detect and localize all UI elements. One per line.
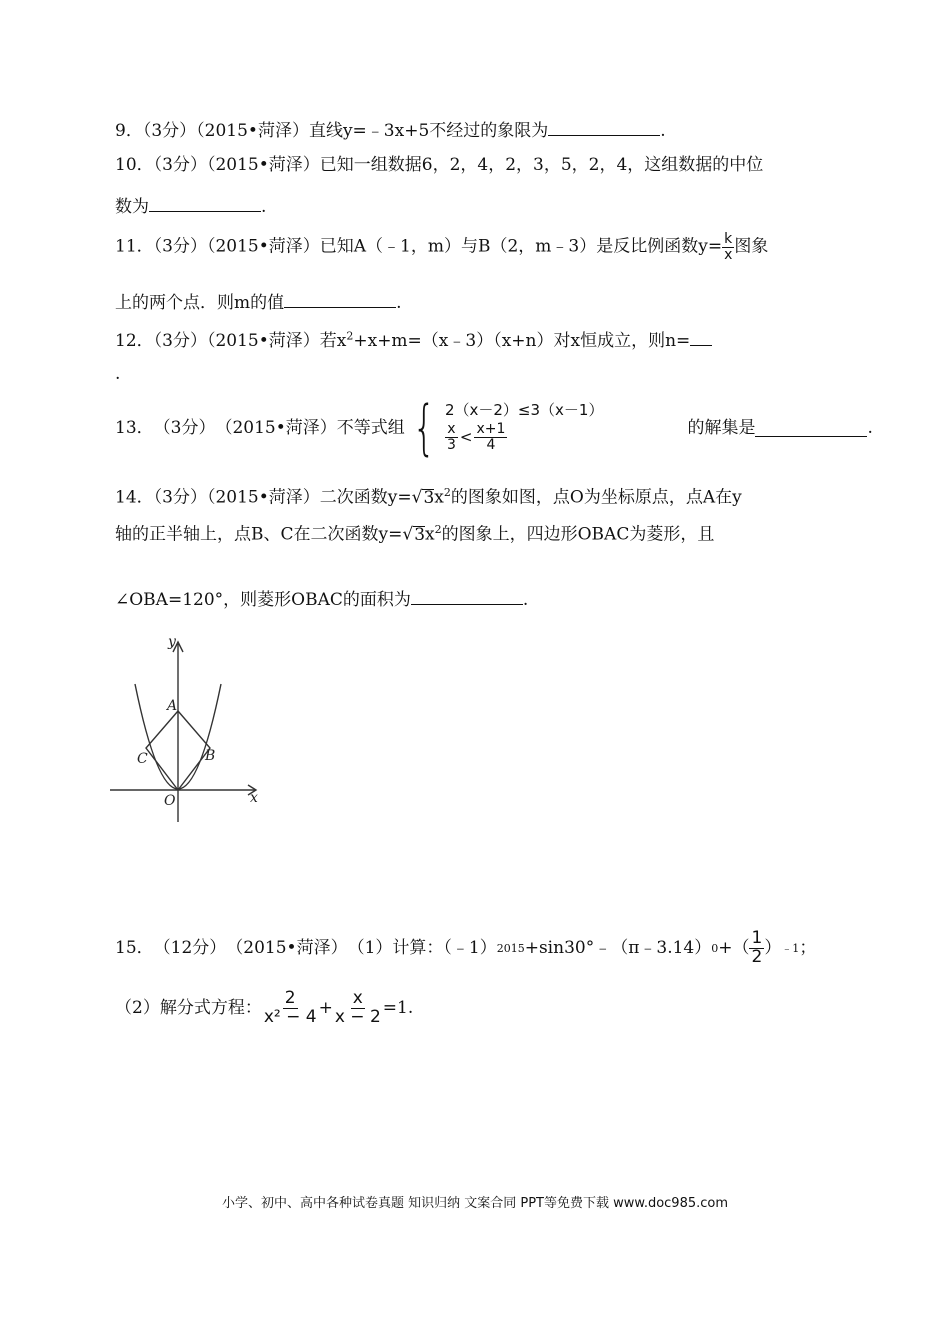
question-12-end: . [115,364,121,384]
answer-blank[interactable] [411,587,523,605]
point-C-label: C [137,751,148,767]
question-11-line2: 上的两个点．则m的值 . [115,290,402,312]
sqrt-icon: √ [402,524,414,545]
sqrt-icon: √ [411,487,423,508]
fraction-k-over-x: $\frac{k}{x}$ [724,231,733,263]
question-10-line2: 数为 . [115,194,266,216]
question-10: 10．（3分）（2015•菏泽）已知一组数据6，2，4，2，3，5，2，4，这组数据的中位 [115,155,764,175]
fraction-1: $\frac{2}{\text{x² − 4}}$ [263,988,317,1027]
point-O-label: O [164,793,176,809]
answer-blank[interactable] [548,118,660,136]
fraction-2: $\frac{x}{x - 2}$ [334,988,381,1027]
point-A-label: A [167,698,178,714]
page-footer: 小学、初中、高中各种试卷真题 知识归纳 文案合同 PPT等免费下载 www.doc985.com [221,1196,729,1211]
question-14: 14．（3分）（2015•菏泽）二次函数$y=√3x^2$的图象如图，点O为坐标原点，点A在y [115,486,742,508]
y-label: y [168,634,176,650]
answer-blank[interactable] [690,328,712,346]
x-label: x [250,790,258,806]
question-14-line2: 轴的正半轴上，点B、C在二次函数$y=√3x^2$的图象上，四边形OBAC为菱形，且 [115,523,715,545]
question-9: 9．（3分）（2015•菏泽）直线y=﹣3x+5不经过的象限为 . [115,118,666,140]
point-B-label: B [205,748,216,764]
question-12: 12．（3分）（2015•菏泽）若$x^2+x+m=(x﹣3)(x+n)$对x恒成立，则n= [115,328,712,350]
answer-blank[interactable] [755,419,867,437]
answer-blank[interactable] [149,194,261,212]
inequality-system: { 2（x－2）≤3（x－1） $\frac{x}{3}$ < $\frac{x+1}{4}$ [412,393,604,463]
question-14-line3: ∠OBA=120°，则菱形OBAC的面积为 . [115,587,528,609]
question-13: 13． （3分） （2015•菏泽） 不等式组 { 2（x－2）≤3（x－1） $\frac{x}{3}$ < $\frac{x+1}{4}$ 的解集是 . [115,393,873,463]
question-15: 15． （12分） （2015•菏泽） （1）计算：（﹣1） 2015 +sin30°﹣（π﹣3.14） 0 +（ $\frac{1}{2}$ ） ﹣1 ； [115,928,817,967]
answer-blank[interactable] [284,290,396,308]
question-11: 11．（3分）（2015•菏泽）已知A（﹣1，m）与B（2，m﹣3）是反比例函数y= $\frac{k}{x}$ 图象 [115,231,769,263]
question-15-part2: （2）解分式方程： $\frac{2}{\text{x² − 4}}$ + $\frac{x}{x - 2}$ =1. [115,988,414,1027]
parabola-rhombus-figure [110,632,270,827]
brace-icon: { [412,393,436,463]
